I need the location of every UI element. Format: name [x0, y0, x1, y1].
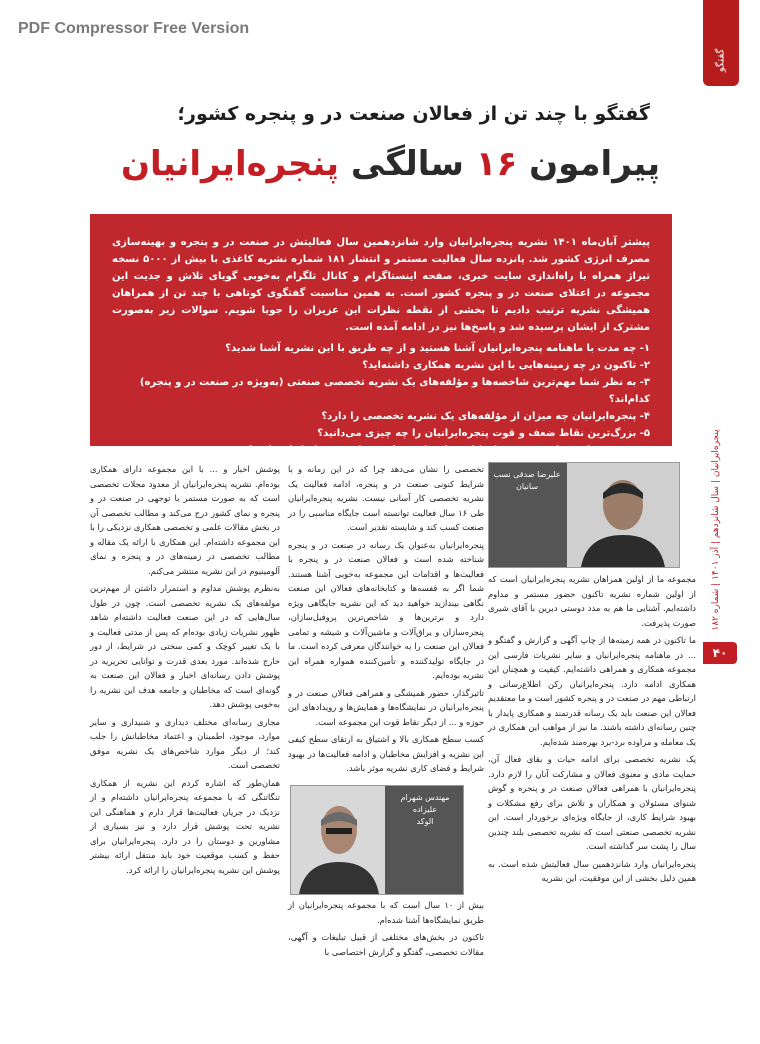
question-item: ۱- چه مدت با ماهنامه پنجره‌ایرانیان آشنا هستید و از چه طریق با این نشریه آشنا شدید؟: [225, 343, 650, 354]
section-tab-label: گفتگو: [715, 48, 727, 73]
paragraph: پوشش اخبار و ... با این مجموعه دارای همکاری بوده‌ام. نشریه پنجره‌ایرانیان از معدود مجلات تخصصی است که به صورت مستمر با توجهی در صنعت در و پنجره و نمای کشور درج می‌کند و مطالب تخصصی آن در بخش مقالات علمی و تخصصی همکاری نزدیکی را با این مجموعه داشته‌ام. این همکاری با ارائه یک مقاله و مطالب تخصصی در زمینه‌های در و پنجره و نمای آلومینیوم در این نشریه منتشر می‌کنم.: [90, 464, 280, 576]
issue-info-tab: [700, 420, 732, 640]
interviewee-photo-2: [290, 785, 464, 895]
paragraph: تاثیرگذار، حضور همیشگی و همراهی فعالان صنعت در و پنجره‌ایرانیان در نمایشگاه‌ها و همایش‌ها و رویدادهای این حوزه و ... از دیگر نقاط قوت این مجموعه است.: [288, 687, 484, 727]
paragraph: همان‌طور که اشاره کردم این نشریه از همکاری تنگاتنگی که با مجموعه پنجره‌ایرانیان داشته‌ام و از نزدیک در جریان فعالیت‌ها قرار دارم و هماهنگی این نشریه تحت پوشش قرار دارد و نیز بسیاری از مشاورین و دوستان را در دارد. پنجره‌ایرانیان برای حفظ و کسب موقعیت خود باید منتقل ارائه بیشتر پوشش این نشریه پنجره‌ایرانیان را ارائه کرد.: [90, 777, 280, 875]
interviewee-name: علیرضا صدقی نسب: [493, 470, 561, 479]
paragraph: یک نشریه تخصصی برای ادامه حیات و بقای فعال آن، حمایت مادی و معنوی فعالان و مشارکت آنان را لازم دارد. پنجره‌ایرانیان با همراهی فعالان صنعت در و پنجره و گوش شنوای مسئولان و همکاران و تلاش برای رفع مشکلات و بهبود شرایط کاری، از جایگاه ویژه‌ای برخوردار است. این نشریه تخصصی صنعتی است که نشریه تخصصی بلند چندین سال را پشت سر گذاشته است.: [488, 754, 696, 851]
intro-text: پیشتر آبان‌ماه ۱۴۰۱ نشریه پنجره‌ایرانیان وارد شانزدهمین سال فعالیتش در صنعت در و پنجره و بهینه‌سازی مصرف انرژی کشور شد. پانزده سال فعالیت مستمر و انتشار ۱۸۱ شماره نشریه کاغذی با بیش از ۵۰۰۰ نسخه تیراژ همراه با راه‌اندازی سایت خبری، صفحه اینستاگرام و کانال تلگرام به‌خوبی گویای تلاش و جدیت این مجموعه در اعتلای صنعت در و پنجره کشور است. به همین مناسبت گفتگوی کوتاهی با چند تن از همراهان همیشگی نشریه ترتیب دادیم تا بخشی از نقطه نظرات این عزیزان را جویا شویم. سوالات زیر به‌صورت مشترک از ایشان پرسیده شد و پاسخ‌ها نیز در ادامه آمده است.: [112, 237, 650, 333]
article-subtitle: گفتگو با چند تن از فعالان صنعت در و پنجره کشور؛: [177, 103, 650, 125]
portrait-icon: [291, 786, 387, 894]
column-right: [488, 572, 696, 889]
photo-caption: [391, 792, 459, 828]
question-item: ۴- پنجره‌ایرانیان چه میزان از مؤلفه‌های یک نشریه تخصصی را دارد؟: [321, 411, 650, 422]
title-number: ۱۶: [475, 144, 518, 184]
interviewee-company: الوکد: [416, 817, 434, 826]
paragraph: پنجره‌ایرانیان وارد شانزدهمین سال فعالیتش شده است. به همین دلیل بخشی از این موفقیت، این نشریه: [488, 858, 696, 883]
paragraph: بیش از ۱۰ سال است که با مجموعه پنجره‌ایرانیان از طریق نمایشگاه‌ها آشنا شده‌ام.: [288, 900, 484, 925]
title-part1: پیرامون: [529, 144, 660, 184]
paragraph: کسب سطح همکاری بالا و اشتیاق به ارتقای سطح کیفی این نشریه و افزایش مخاطبان و ادامه فعالیت‌ها در بهبود شرایط و فضای کاری نشریه موثر باشد.: [288, 734, 484, 773]
question-item: ۳- به نظر شما مهم‌ترین شاخصه‌ها و مؤلفه‌های یک نشریه تخصصی صنعتی (به‌ویژه در صنعت در و پنجره) کدام‌اند؟: [139, 377, 650, 405]
column-middle: [288, 462, 484, 779]
paragraph: ما تاکنون در همه زمینه‌ها از چاپ آگهی و گزارش و گفتگو و ... در ماهنامه پنجره‌ایرانیان و سایر نشریات فارسی این مجموعه همکاری و همراهی داشته‌ایم. کیفیت و همچنان این همکاری ادامه دارد. پنجره‌ایرانیان رکن اطلاع‌رسانی و ارتباطی مهم در صنعت در و پنجره کشور است و ما معتقدیم فعالان این صنعت باید یک رسانه قدرتمند و همکاری پایدار با چنین رسانه‌ای داشته باشند. ما نیز از مواهب این همکاری در یک معامله و مراوده برد-برد بهره‌مند شده‌ایم.: [488, 635, 696, 747]
paragraph: تخصصی را نشان می‌دهد چرا که در این زمانه و با شرایط کنونی صنعت در و پنجره، ادامه فعالیت یک نشریه تخصصی کار آسانی نیست. نشریه پنجره‌ایرانیان طی ۱۶ سال فعالیت توانسته است جایگاه مناسبی را در صنعت کسب کند و شایسته تقدیر است.: [288, 464, 484, 532]
photo-caption: [493, 469, 561, 493]
issue-info-label: پنجره‌ایرانیان | سال شانزدهم | آذر ۱۴۰۱ | شماره ۱۸۲: [711, 429, 721, 631]
paragraph: تاکنون در بخش‌های مختلفی از قبیل تبلیغات و آگهی، مقالات تخصصی، گفتگو و گزارش اختصاصی با: [288, 932, 484, 957]
question-item: ۶- چه پیشنهادی برای بهبود فضای کلی و ارتقای سطح خدمات پنجره‌ایرانیان دارید؟: [247, 445, 650, 456]
title-part3: پنجره‌ایرانیان: [120, 144, 339, 184]
questions-list: [112, 340, 650, 459]
question-item: ۲- تاکنون در چه زمینه‌هایی با این نشریه همکاری داشته‌اید؟: [362, 360, 650, 371]
watermark: PDF Compressor Free Version: [18, 20, 250, 37]
page-number: ۴۰: [703, 642, 737, 664]
interviewee-photo-1: [488, 462, 680, 568]
section-tab: [703, 0, 739, 86]
article-title: [121, 144, 660, 184]
paragraph: مجاری رسانه‌ای مختلف دیداری و شنیداری و سایر موارد، موجود، اطمینان و اعتماد مخاطبانش را جلب کند؛ از دیگر موارد شاخص‌های یک نشریه موفق تخصصی است.: [90, 716, 280, 770]
column-middle-lower: [288, 898, 484, 962]
intro-box: [90, 214, 672, 456]
column-left: [90, 462, 280, 880]
portrait-icon: [567, 463, 679, 567]
paragraph: به‌نظرم پوشش مداوم و استمرار داشتن از مهم‌ترین مولفه‌های یک نشریه تخصصی است. چون در طول سال‌هایی که در این صنعت فعالیت داشته‌ام شاهد ظهور نشریات زیادی بوده‌ام که پس از مدتی فعالیت و با یک تغییر کوچک و کمی سختی در شرایط، از دور خارج شده‌اند. مورد بعدی قدرت و توانایی تحریریه در پوشش دادن رسانه‌ای اخبار و فعالان این صنعت به گونه‌ای است که مخاطبان و جامعه هدف این نشریه را به‌خوبی پوشش دهد.: [90, 583, 280, 709]
paragraph: پنجره‌ایرانیان به‌عنوان یک رسانه در صنعت در و پنجره شناخته شده است و فعالان صنعت در و پنجره با فعالیت‌ها و اقدامات این مجموعه به‌خوبی آشنا هستند. شما اگر به قفسه‌ها و کتابخانه‌های فعالان این صنعت نگاهی بیندازید خواهید دید که این نشریه جایگاهی ویژه دارد و برترین‌ها و شاخص‌ترین پروفیل‌سازان، پنجره‌سازان و یراق‌آلات و ماشین‌آلات و شیشه و تمامی فعالان این صنعت را به خوانندگان معرفی کرده است. ما در جایگاه تولیدکننده و تأمین‌کننده همواره همراه این نشریه بوده‌ایم.: [288, 539, 484, 680]
paragraph: مجموعه ما از اولین همراهان نشریه پنجره‌ایرانیان است که از اولین شماره نشریه تاکنون حضور مستمر و مداوم داشته‌ایم. آشنایی ما هم به مدد دوستی دیرین با آقای شیری صورت پذیرفت.: [488, 574, 696, 628]
title-part2: سالگی: [350, 144, 464, 184]
interviewee-company: سانیان: [515, 482, 539, 491]
question-item: ۵- بزرگ‌ترین نقاط ضعف و قوت پنجره‌ایرانیان را چه چیزی می‌دانید؟: [317, 428, 650, 439]
interviewee-name: مهندس شهرام علیزاده: [400, 793, 450, 814]
